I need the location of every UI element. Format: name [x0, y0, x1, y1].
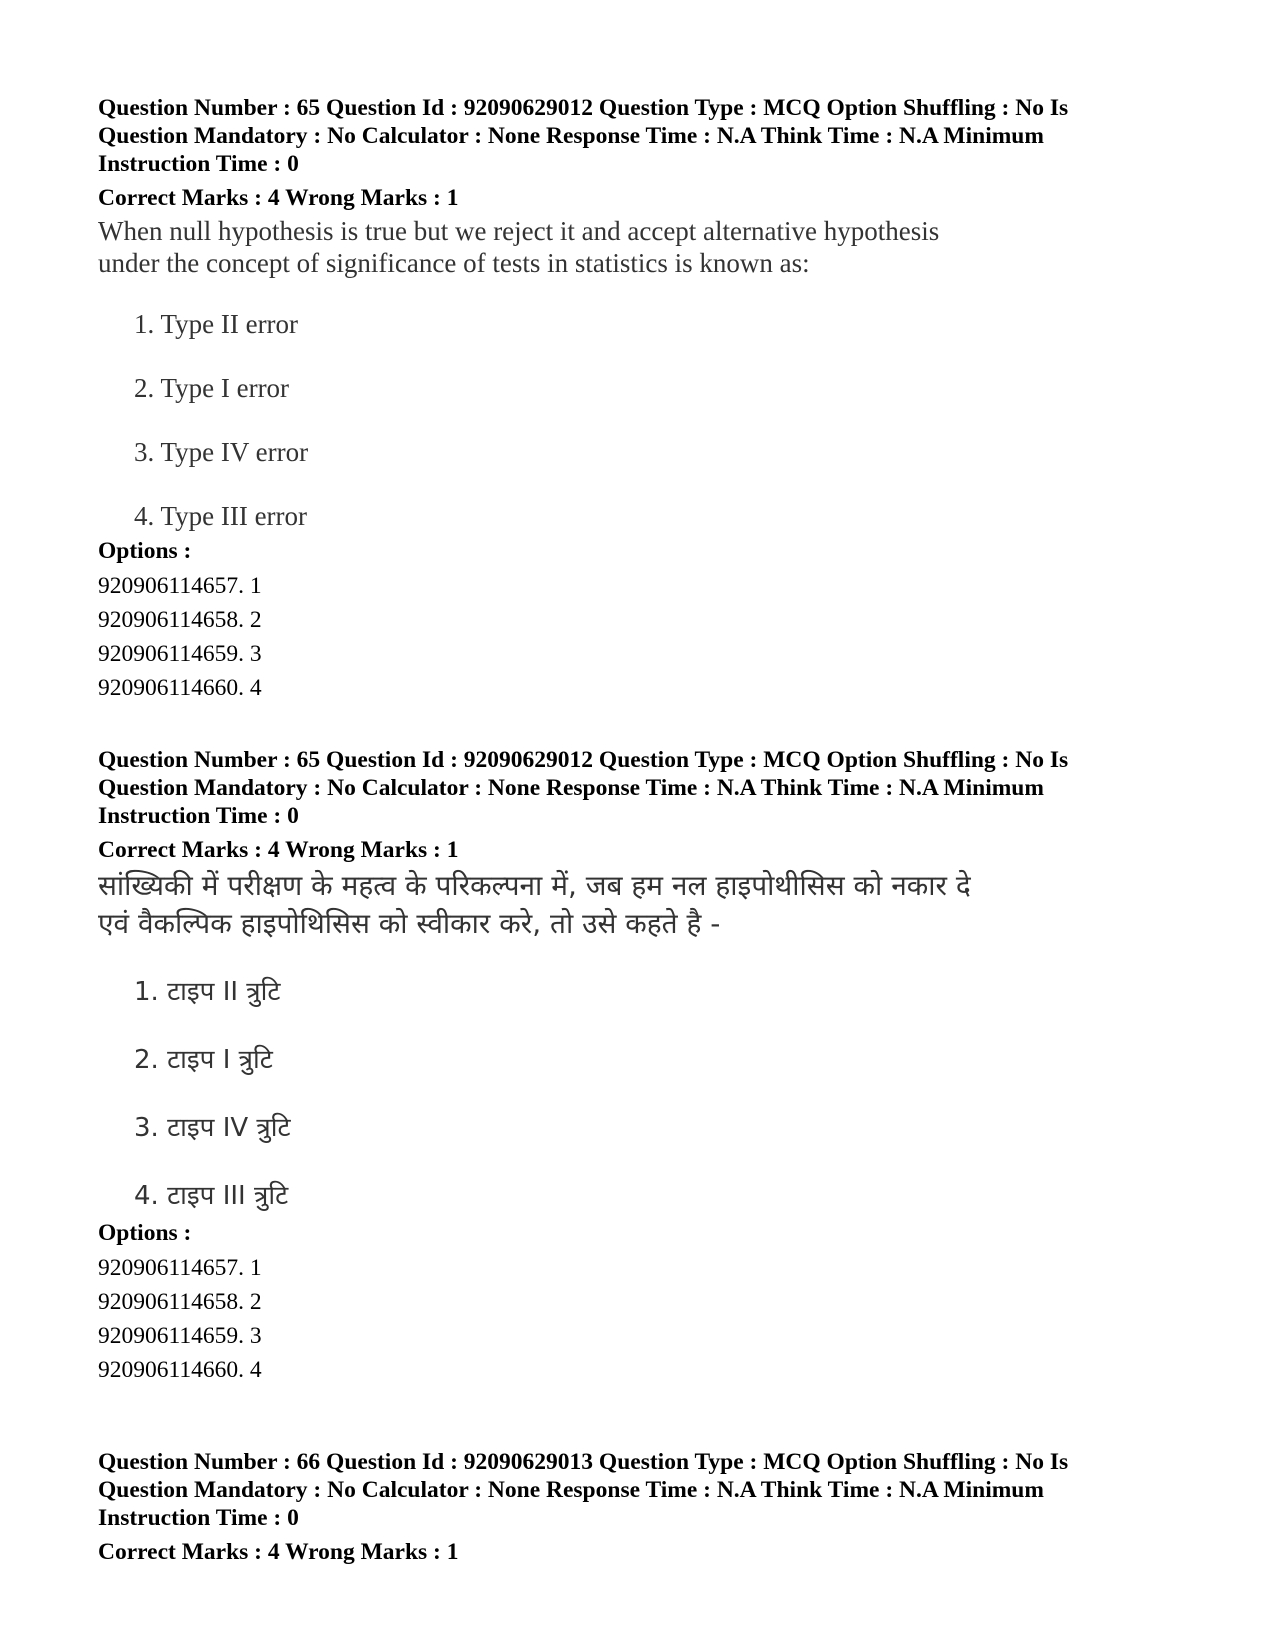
options-list — [98, 1251, 1178, 1387]
choice-item: 4. टाइप III त्रुटि — [134, 1181, 289, 1211]
option-item: 920906114657. 1 — [98, 1255, 262, 1281]
question-text — [98, 867, 1018, 943]
question-block — [98, 746, 1178, 1387]
choice-item: 3. Type IV error — [134, 437, 309, 467]
question-block — [98, 94, 1178, 705]
question-meta — [98, 746, 1178, 830]
meta-line: Question Mandatory : No Calculator : None Response Time : N.A Think Time : N.A Minimum — [98, 775, 1044, 801]
option-item: 920906114658. 2 — [98, 1289, 262, 1315]
option-item: 920906114659. 3 — [98, 1323, 262, 1349]
meta-line: Instruction Time : 0 — [98, 151, 299, 177]
choice-item: 2. टाइप I त्रुटि — [134, 1045, 273, 1075]
meta-line: Question Number : 65 Question Id : 92090629012 Question Type : MCQ Option Shuffling : No Is — [98, 747, 1069, 773]
option-item: 920906114657. 1 — [98, 573, 262, 599]
question-text-line: सांख्यिकी में परीक्षण के महत्व के परिकल्पना में, जब हम नल हाइपोथीसिस को नकार दे — [98, 869, 971, 902]
options-label: Options : — [98, 538, 192, 564]
meta-line: Question Mandatory : No Calculator : None Response Time : N.A Think Time : N.A Minimum — [98, 1477, 1044, 1503]
question-text-line: एवं वैकल्पिक हाइपोथिसिस को स्वीकार करे, तो उसे कहते है - — [98, 907, 721, 940]
question-text — [98, 215, 998, 279]
meta-line: Instruction Time : 0 — [98, 1505, 299, 1531]
choice-list — [134, 973, 1178, 1215]
choice-item: 1. Type II error — [134, 309, 299, 339]
options-list — [98, 569, 1178, 705]
question-text-line: under the concept of significance of tests in statistics is known as: — [98, 248, 810, 278]
option-item: 920906114660. 4 — [98, 1357, 262, 1383]
question-meta — [98, 1448, 1178, 1532]
marks-line: Correct Marks : 4 Wrong Marks : 1 — [98, 837, 459, 863]
option-item: 920906114660. 4 — [98, 675, 262, 701]
meta-line: Question Number : 65 Question Id : 92090629012 Question Type : MCQ Option Shuffling : No Is — [98, 95, 1069, 121]
marks-line: Correct Marks : 4 Wrong Marks : 1 — [98, 185, 459, 211]
choice-item: 4. Type III error — [134, 501, 308, 531]
choice-item: 1. टाइप II त्रुटि — [134, 977, 281, 1007]
question-meta — [98, 94, 1178, 178]
option-item: 920906114659. 3 — [98, 641, 262, 667]
choice-item: 3. टाइप IV त्रुटि — [134, 1113, 291, 1143]
question-text-line: When null hypothesis is true but we reject it and accept alternative hypothesis — [98, 216, 940, 246]
options-label: Options : — [98, 1220, 192, 1246]
meta-line: Instruction Time : 0 — [98, 803, 299, 829]
meta-line: Question Number : 66 Question Id : 92090629013 Question Type : MCQ Option Shuffling : No Is — [98, 1449, 1069, 1475]
option-item: 920906114658. 2 — [98, 607, 262, 633]
question-block — [98, 1448, 1178, 1566]
choice-item: 2. Type I error — [134, 373, 290, 403]
meta-line: Question Mandatory : No Calculator : None Response Time : N.A Think Time : N.A Minimum — [98, 123, 1044, 149]
choice-list — [134, 307, 1178, 533]
marks-line: Correct Marks : 4 Wrong Marks : 1 — [98, 1539, 459, 1565]
